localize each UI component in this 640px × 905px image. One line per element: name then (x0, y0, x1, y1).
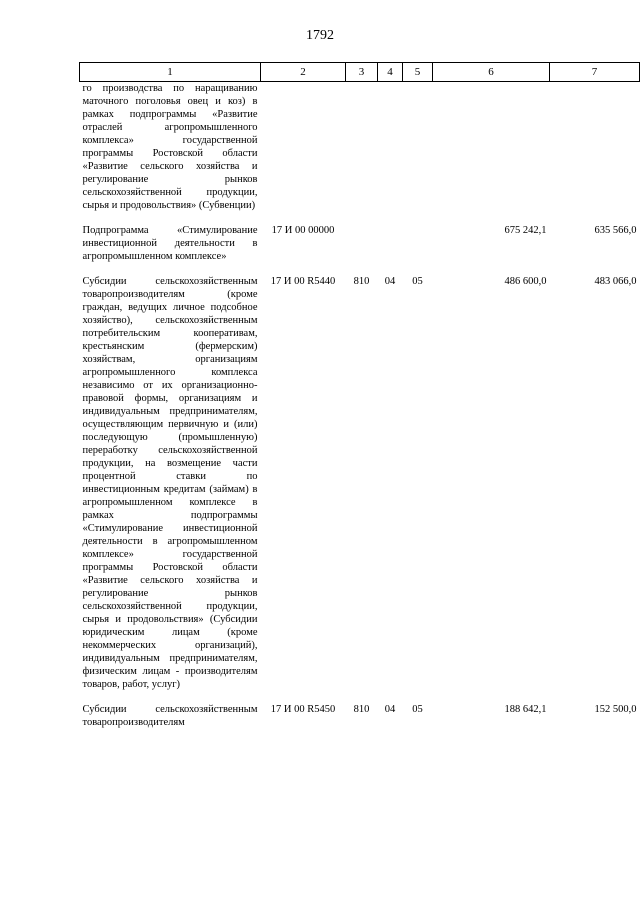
row-rz-cell (378, 82, 403, 225)
table-row (80, 275, 640, 703)
row-name-cell: Подпрограмма «Стимулирование инвестиционной деятельности в агропромышленном комплексе» (82, 225, 258, 262)
row-vr-cell (346, 82, 378, 225)
table-row (80, 224, 640, 275)
page-number: 1792 (306, 28, 334, 43)
row-name-cell: го производства по наращиванию маточного поголовья овец и коз) в рамках подпрограммы «Развитие отраслей агропромышленного комплекса» государственной программы Ростовской области «Развитие сельского хозяйства и регулирование рынков сельскохозяйственной продукции, сырья и продовольствия» (Субвенции) (82, 83, 258, 211)
column-header-7: 7 (550, 63, 640, 82)
column-header-4: 4 (378, 63, 403, 82)
row-sum2-cell: 635 566,0 (594, 225, 637, 236)
row-sum2-cell: 152 500,0 (594, 704, 637, 715)
row-rz-cell: 04 (384, 276, 396, 287)
column-header-2: 2 (261, 63, 346, 82)
column-header-1: 1 (80, 63, 261, 82)
column-header-6: 6 (433, 63, 550, 82)
row-pr-cell: 05 (412, 276, 423, 287)
column-header-3: 3 (346, 63, 378, 82)
row-pr-cell (403, 82, 433, 225)
row-code-cell: 17 И 00 00000 (271, 225, 335, 236)
column-header-5: 5 (403, 63, 433, 82)
budget-table (79, 62, 640, 729)
row-sum2-cell (550, 82, 640, 225)
row-vr-cell (346, 224, 378, 275)
row-pr-cell (403, 224, 433, 275)
row-rz-cell: 04 (384, 704, 396, 715)
row-code-cell: 17 И 00 R5440 (270, 276, 336, 287)
row-name-cell: Субсидии сельскохозяйственным товаропроизводителям (кроме граждан, ведущих личное подсобное хозяйство), сельскохозяйственным потребительским кооперативам, крестьянским (фермерским) хозяйствам, организациям агропромышленного комплекса независимо от их организационно-правовой формы, организациям и индивидуальным предпринимателям, осуществляющим первичную и (или) последующую (промышленную) переработку сельскохозяйственной продукции, на возмещение части процентной ставки по инвестиционным кредитам (займам) в агропромышленном комплексе в рамках подпрограммы «Стимулирование инвестиционной деятельности в агропромышленном комплексе» государственной программы Ростовской области «Развитие сельского хозяйства и регулирование рынков сельскохозяйственной продукции, сырья и продовольствия» (Субсидии юридическим лицам (кроме некоммерческих организаций), индивидуальным предпринимателям, физическим лицам - производителям товаров, работ, услуг) (82, 276, 258, 690)
column-number-header-row (80, 63, 640, 82)
row-sum1-cell (433, 82, 550, 225)
row-sum1-cell: 675 242,1 (504, 225, 547, 236)
row-sum1-cell: 486 600,0 (504, 276, 547, 287)
row-pr-cell: 05 (412, 704, 423, 715)
row-sum2-cell: 483 066,0 (594, 276, 637, 287)
row-rz-cell (378, 224, 403, 275)
row-vr-cell: 810 (353, 276, 370, 287)
row-name-cell: Субсидии сельскохозяйственным товаропроизводителям (82, 704, 258, 728)
row-code-cell (261, 82, 346, 225)
row-code-cell: 17 И 00 R5450 (270, 704, 336, 715)
row-sum1-cell: 188 642,1 (504, 704, 547, 715)
row-vr-cell: 810 (353, 704, 370, 715)
table-row (80, 703, 640, 729)
table-row (80, 82, 640, 225)
